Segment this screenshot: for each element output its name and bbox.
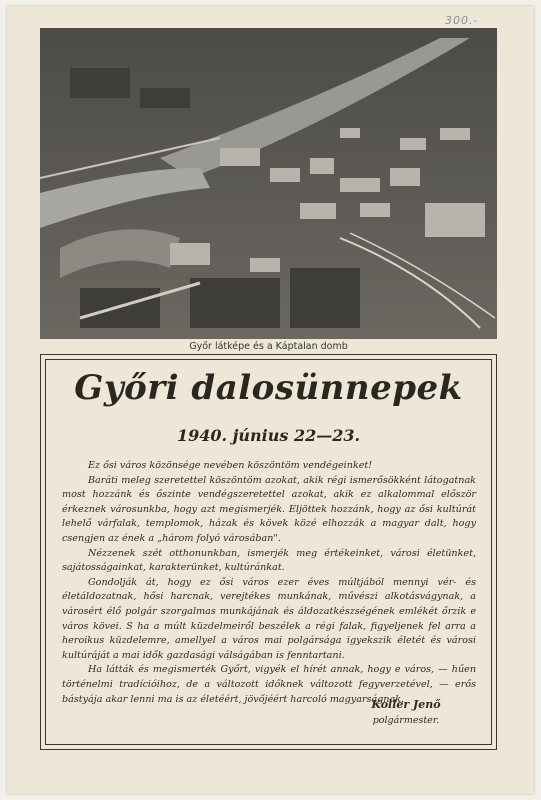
paragraph-3: Nézzenek szét otthonunkban, ismerjék meg értékeinket, városi életünket, sajátosságainkat, karakterünket, kultúránkat.	[62, 547, 476, 574]
photo-caption: Győr látképe és a Káptalan domb	[189, 341, 348, 352]
signature-name: Koller Jenő	[371, 698, 441, 711]
pencil-price-note: 300.-	[445, 14, 479, 27]
paragraph-4: Gondolják át, hogy ez ősi város ezer éves múltjából mennyi vér- és életáldozatnak, hősi harcnak, verejtékes munkának, művészi alkotásvágynak, a városért élő polgár szorgalmas munkájának és áldozatkészségének emlékét őrzik e város kövei. S ha a múlt küzdelmeiről beszélek a régi falak, figyeljenek fel arra a heroikus küzdelemre, amellyel a város mai polgársága igyekszik életét és városi kultúráját a mai idők gazdasági válságában is fenntartani.	[62, 576, 476, 661]
signature-role: polgármester.	[372, 715, 440, 726]
welcome-text	[62, 459, 476, 707]
aerial-photo-image	[40, 28, 497, 339]
event-date: 1940. június 22—23.	[176, 426, 361, 445]
page-title: Győri dalosünnepek	[74, 368, 463, 408]
paragraph-5: Ha látták és megismerték Győrt, vigyék el hírét annak, hogy e város, — hűen történelmi tradícióihoz, de a változott időknek változott fegyverzetével, — erős bástyája akar lenni ma is az életéért, jövőjéért harcoló magyarságnak.	[62, 664, 476, 705]
aerial-city-photo	[40, 28, 497, 339]
paragraph-1: Ez ősi város közönsége nevében köszöntöm vendégeinket!	[88, 460, 373, 471]
paragraph-2: Baráti meleg szeretettel köszöntöm azokat, akik régi ismerősökként látogatnak most hozzánk és őszinte vendégszeretettel azokat, akik ez alkalommal először érkeznek városunkba, hogy azt megismerjék. Eljöttek hozzánk, hogy az ősi kultúrát lehelő várfalak, templomok, házak és kövek közé elhozzák a magyar dalt, hogy csengjen az ének a „három folyó városában".	[62, 474, 476, 544]
